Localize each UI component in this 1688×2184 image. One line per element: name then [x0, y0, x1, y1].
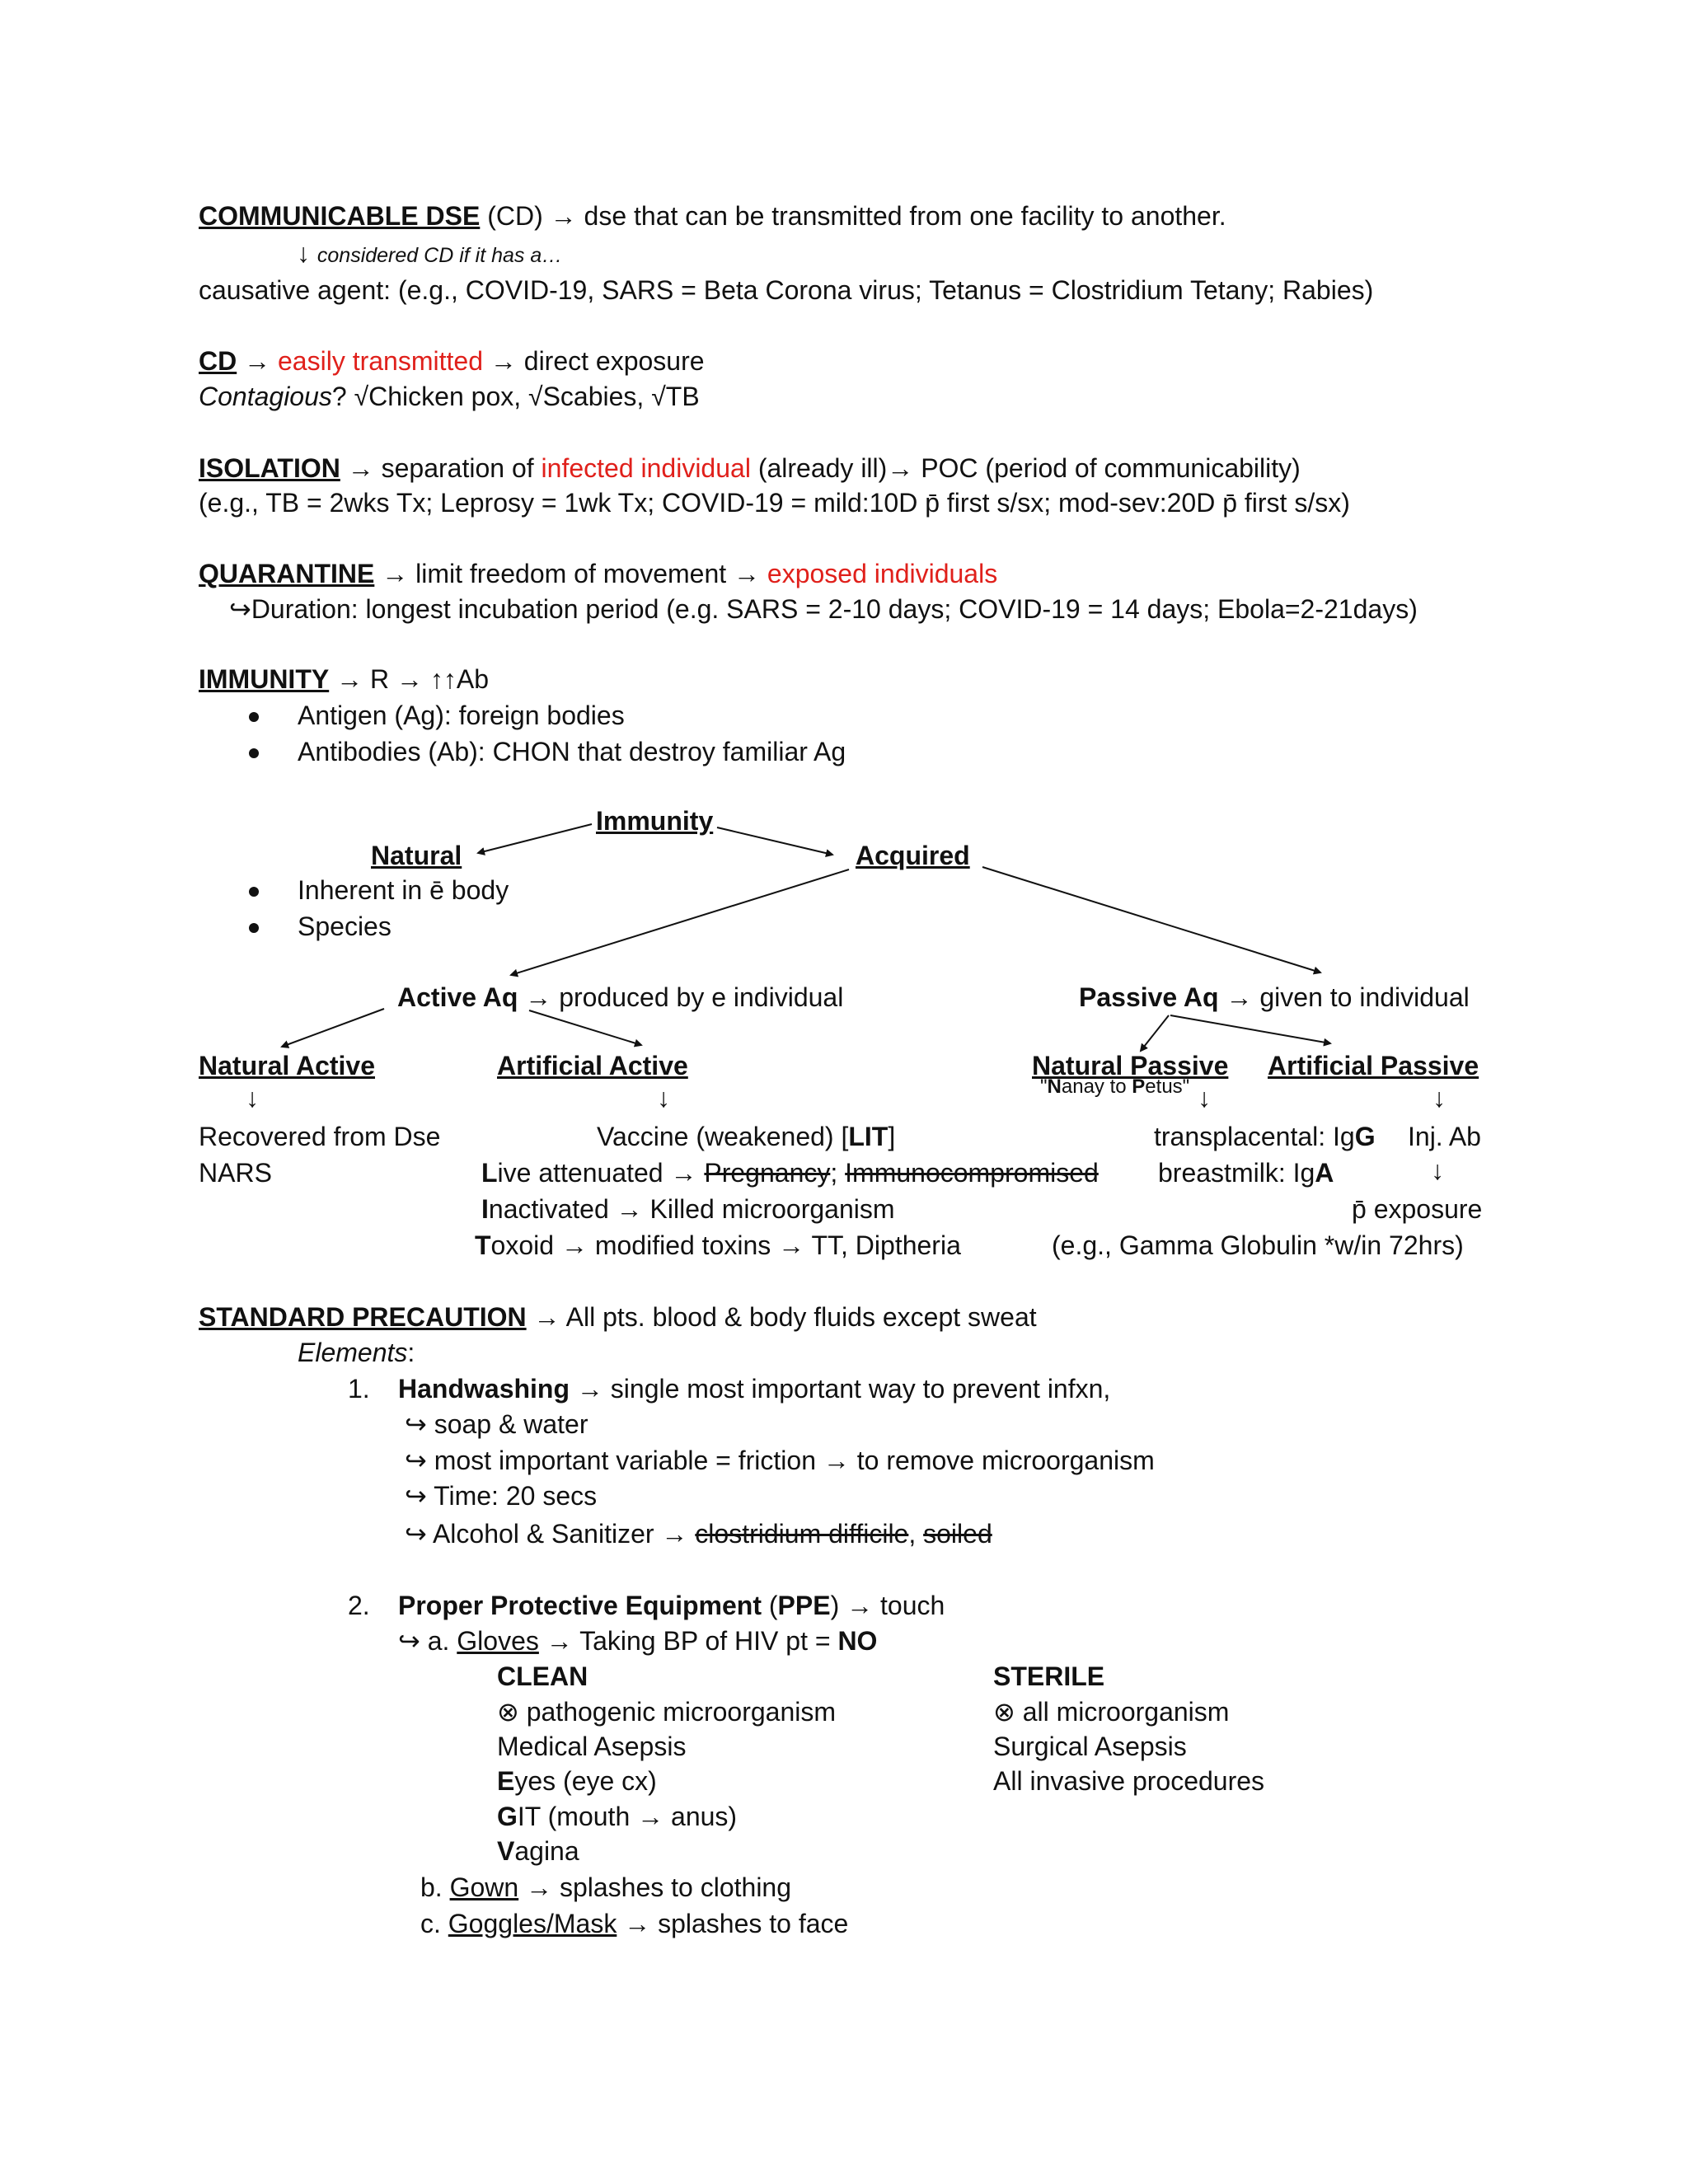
transplacental-text: transplacental: Ig — [1154, 1122, 1355, 1151]
clean-eyes-text: yes (eye cx) — [514, 1766, 657, 1796]
isolation-poc: (already ill)→ POC (period of communicability) — [750, 453, 1301, 483]
arrow-text: → — [237, 346, 278, 376]
isolation-examples: (e.g., TB = 2wks Tx; Leprosy = 1wk Tx; COVID-19 = mild:10D p̄ first s/sx; mod-sev:20D p̄ first s/sx) — [199, 488, 1350, 518]
vaccine-text: Vaccine (weakened) [ — [597, 1122, 849, 1151]
natural-active-nars: NARS — [199, 1158, 272, 1188]
separator: , — [908, 1519, 924, 1549]
tree-acquired: Acquired — [856, 841, 970, 870]
contagious-examples: ? √Chicken pox, √Scabies, √TB — [331, 382, 700, 411]
clean-item-medical-asepsis: Medical Asepsis — [497, 1732, 687, 1761]
handwashing-line — [398, 1373, 1110, 1404]
easily-transmitted: easily transmitted — [278, 346, 483, 376]
clean-heading: CLEAN — [497, 1661, 588, 1691]
down-arrow-icon: ↓ — [1431, 1155, 1444, 1185]
direct-exposure: → direct exposure — [482, 346, 705, 376]
natural-bullet-species: Species — [298, 912, 392, 941]
struck-soiled: soiled — [923, 1519, 992, 1549]
arrow-to-natural — [478, 824, 592, 853]
live-attenuated-text: ive attenuated → — [497, 1158, 705, 1188]
mnemonic-letter: N — [1047, 1076, 1062, 1098]
cd-short-heading: CD — [199, 346, 237, 376]
ppe-abbr: PPE — [777, 1591, 831, 1620]
active-aq-desc: → produced by e individual — [518, 982, 844, 1012]
exposed-individuals: exposed individuals — [767, 559, 998, 588]
tree-root-immunity: Immunity — [596, 806, 714, 836]
standard-precaution-desc: → All pts. blood & body fluids except sweat — [526, 1302, 1037, 1332]
elements-word: Elements — [298, 1338, 408, 1367]
cd-heading: COMMUNICABLE DSE — [199, 201, 481, 231]
gown-line — [420, 1872, 791, 1903]
standard-precaution-line — [199, 1301, 1037, 1333]
isolation-heading: ISOLATION — [199, 453, 340, 483]
natural-passive-heading: Natural Passive — [1032, 1051, 1229, 1080]
cd-note: considered CD if it has a… — [316, 244, 563, 267]
goggles-word: Goggles/Mask — [448, 1909, 617, 1938]
nanay-to-petus-mnemonic — [1040, 1076, 1189, 1099]
sterile-heading: STERILE — [993, 1661, 1105, 1691]
passive-acquired-line — [1079, 982, 1470, 1013]
igg-letter: G — [1354, 1122, 1376, 1151]
toxoid-line — [475, 1230, 961, 1261]
quarantine-heading: QUARANTINE — [199, 559, 375, 588]
colon: : — [407, 1338, 415, 1367]
gloves-desc: → Taking BP of HIV pt = — [538, 1626, 838, 1656]
passive-aq-desc: → given to individual — [1218, 982, 1470, 1012]
list-letter: b. — [420, 1872, 450, 1902]
mnemonic-text: etus" — [1145, 1076, 1190, 1098]
artificial-active-heading: Artificial Active — [497, 1051, 688, 1080]
goggles-desc: → splashes to face — [617, 1909, 849, 1938]
handwashing-desc: → single most important way to prevent infxn, — [570, 1374, 1111, 1404]
gloves-prefix: ↪ a. — [398, 1626, 457, 1656]
bullet-icon — [249, 923, 259, 933]
arrow-to-natural-passive — [1141, 1015, 1169, 1051]
isolation-text: → separation of — [340, 453, 542, 483]
clean-vagina-text: agina — [514, 1836, 579, 1866]
clean-git-text: T (mouth → anus) — [524, 1802, 738, 1831]
arrow-to-passive — [982, 867, 1320, 972]
clean-git-i: I — [517, 1802, 525, 1831]
alcohol-text: ↪ Alcohol & Sanitizer → — [405, 1519, 696, 1549]
bullet-antibodies: Antibodies (Ab): CHON that destroy familiar Ag — [298, 737, 846, 766]
sterile-item-invasive: All invasive procedures — [993, 1766, 1265, 1796]
natural-active-heading: Natural Active — [199, 1051, 375, 1080]
ppe-line — [398, 1590, 945, 1621]
standard-precaution-heading: STANDARD PRECAUTION — [199, 1302, 527, 1332]
clean-item-eyes — [497, 1765, 657, 1797]
transplacental-line — [1154, 1121, 1376, 1152]
natural-active-recovered: Recovered from Dse — [199, 1122, 441, 1151]
sterile-item-all: ⊗ all microorganism — [993, 1697, 1230, 1727]
down-arrow-icon: ↓ — [1432, 1083, 1446, 1113]
gloves-no: NO — [837, 1626, 878, 1656]
struck-immunocompromised: Immunocompromised — [845, 1158, 1099, 1188]
inj-ab: Inj. Ab — [1408, 1122, 1481, 1151]
down-arrow-icon: ↓ — [657, 1083, 670, 1113]
clean-item-pathogenic: ⊗ pathogenic microorganism — [497, 1697, 836, 1727]
arrow-to-natural-active — [282, 1009, 384, 1047]
immunity-heading: IMMUNITY — [199, 664, 330, 694]
vaccine-line — [597, 1121, 895, 1152]
mnemonic-letter: P — [1132, 1076, 1146, 1098]
artificial-passive-heading: Artificial Passive — [1268, 1051, 1479, 1080]
gown-desc: → splashes to clothing — [518, 1872, 792, 1902]
mnemonic-letter: T — [475, 1230, 491, 1260]
arrow-to-active — [511, 869, 849, 975]
arrow-to-acquired — [717, 827, 832, 855]
bullet-antigen: Antigen (Ag): foreign bodies — [298, 701, 625, 730]
handwashing-alcohol — [405, 1518, 992, 1549]
goggles-line — [420, 1908, 848, 1939]
natural-bullet-inherent: Inherent in ē body — [298, 875, 509, 905]
quote-mark: " — [1040, 1076, 1048, 1098]
arrow-to-artificial-passive — [1170, 1015, 1330, 1043]
gloves-line — [398, 1625, 877, 1657]
cd-definition: (CD) → dse that can be transmitted from one facility to another. — [480, 201, 1226, 231]
passive-aq-label: Passive Aq — [1079, 982, 1219, 1012]
clean-item-git — [497, 1801, 737, 1832]
tree-natural: Natural — [371, 841, 462, 870]
mnemonic-letter: G — [497, 1802, 518, 1831]
sterile-item-surgical-asepsis: Surgical Asepsis — [993, 1732, 1187, 1761]
quarantine-duration: ↪Duration: longest incubation period (e.g. SARS = 2-10 days; COVID-19 = 14 days; Ebola=2-21days) — [229, 594, 1418, 624]
handwashing-friction: ↪ most important variable = friction → to remove microorganism — [405, 1446, 1155, 1475]
handwashing-soap: ↪ soap & water — [405, 1409, 588, 1439]
ppe-desc: ) → touch — [830, 1591, 945, 1620]
contagious-word: Contagious — [199, 382, 332, 411]
breastmilk-line — [1158, 1157, 1334, 1188]
clean-item-vagina — [497, 1835, 579, 1867]
handwashing-time: ↪ Time: 20 secs — [405, 1481, 598, 1511]
struck-clostridium: clostridium difficile — [695, 1519, 909, 1549]
list-number: 2. — [348, 1591, 370, 1620]
gloves-word: Gloves — [457, 1626, 539, 1656]
handwashing-title: Handwashing — [398, 1374, 570, 1404]
mnemonic-letter: L — [481, 1158, 498, 1188]
down-arrow-icon: ↓ — [246, 1083, 259, 1113]
mnemonic-letter: I — [481, 1194, 489, 1224]
mnemonic-letter: V — [497, 1836, 515, 1866]
breastmilk-text: breastmilk: Ig — [1158, 1158, 1315, 1188]
immunity-definition: → R → ↑↑Ab — [329, 664, 490, 694]
active-acquired-line — [397, 982, 843, 1013]
bullet-icon — [249, 887, 259, 897]
cd-causative-agent: causative agent: (e.g., COVID-19, SARS = Beta Corona virus; Tetanus = Clostridium Tetany; Rabies) — [199, 275, 1374, 305]
down-arrow-icon: ↓ — [1198, 1083, 1211, 1113]
ppe-title: Proper Protective Equipment — [398, 1591, 762, 1620]
down-arrow-icon: ↓ — [297, 238, 310, 268]
gown-word: Gown — [449, 1872, 519, 1902]
gamma-globulin: (e.g., Gamma Globulin *w/in 72hrs) — [1052, 1230, 1464, 1260]
mnemonic-letter: E — [497, 1766, 515, 1796]
toxoid-text: oxoid → modified toxins → TT, Diptheria — [490, 1230, 961, 1260]
infected-individual: infected individual — [541, 453, 751, 483]
paren: ( — [761, 1591, 778, 1620]
active-aq-label: Active Aq — [397, 982, 518, 1012]
vaccine-bracket: ] — [888, 1122, 896, 1151]
iga-letter: A — [1315, 1158, 1334, 1188]
struck-pregnancy: Pregnancy — [704, 1158, 831, 1188]
list-number: 1. — [348, 1374, 370, 1404]
quarantine-text: → limit freedom of movement → — [374, 559, 767, 588]
post-exposure: p̄ exposure — [1352, 1194, 1483, 1224]
arrow-to-artificial-active — [529, 1010, 641, 1045]
vaccine-lit: LIT — [848, 1122, 889, 1151]
list-letter: c. — [420, 1909, 448, 1938]
mnemonic-text: anay to — [1061, 1076, 1132, 1098]
inactivated-text: nactivated → Killed microorganism — [488, 1194, 895, 1224]
inactivated-line — [481, 1193, 895, 1225]
elements-label — [298, 1337, 415, 1368]
separator: ; — [830, 1158, 846, 1188]
live-attenuated-line — [481, 1157, 1099, 1188]
